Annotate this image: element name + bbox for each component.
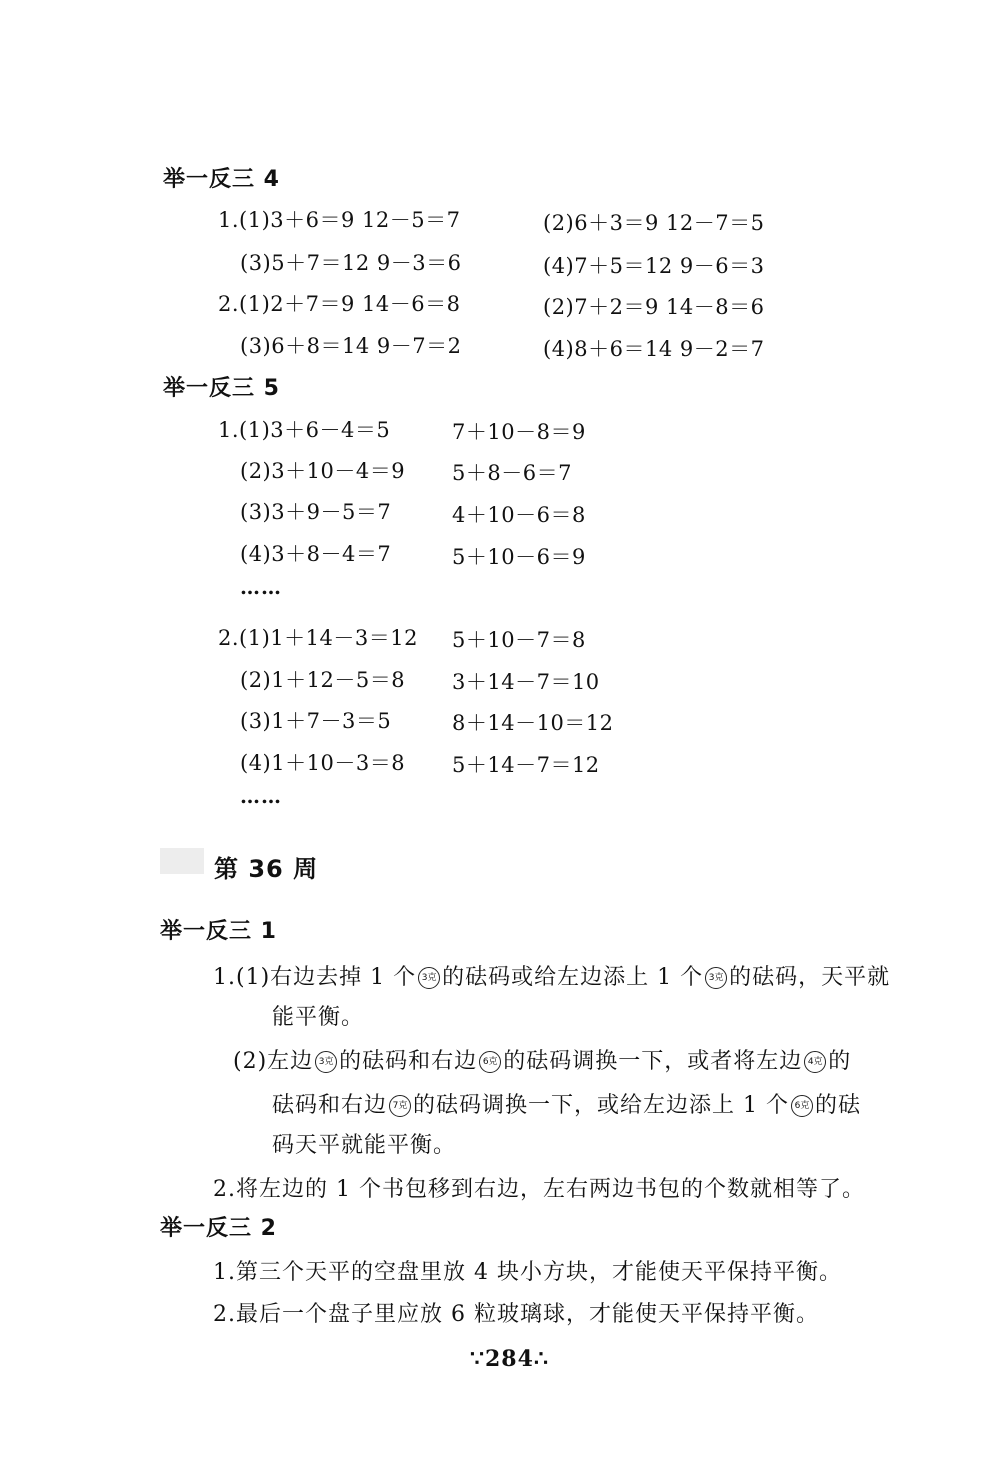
ju2-q1: 1.第三个天平的空盘里放 4 块小方块，才能使天平保持平衡。 — [213, 1260, 842, 1285]
ju1-q1-part1-line1 — [213, 960, 890, 991]
ju5-q2-ellipsis: …… — [240, 784, 282, 808]
ju1-text: 的砝 — [815, 1093, 862, 1118]
heading-ju4: 举一反三 4 — [163, 167, 280, 192]
weight-3g-icon: 3克 — [418, 967, 440, 989]
ju4-line-4-left: (3)6＋8＝14 9－7＝2 — [240, 334, 462, 358]
ju5-q1-line-3-right: 4＋10－6＝8 — [452, 503, 586, 527]
ju1-text: 的砝码调换一下，或给左边添上 1 个 — [413, 1093, 790, 1118]
weight-7g-icon: 7克 — [389, 1095, 411, 1117]
ju4-line-2-right: (4)7＋5＝12 9－6＝3 — [543, 254, 765, 278]
ju1-q1-part2-line2 — [272, 1088, 861, 1119]
ju4-line-1-right: (2)6＋3＝9 12－7＝5 — [543, 211, 765, 235]
ju5-q1-line-2-left: (2)3＋10－4＝9 — [240, 459, 406, 483]
ju5-q2-line-1-left: 2.(1)1＋14－3＝12 — [218, 626, 418, 650]
ju1-q2: 2.将左边的 1 个书包移到右边，左右两边书包的个数就相等了。 — [213, 1177, 865, 1202]
ju5-q1-ellipsis: …… — [240, 575, 282, 599]
ju1-text: 的 — [828, 1049, 852, 1074]
ju5-q2-line-3-right: 8＋14－10＝12 — [452, 711, 614, 735]
weight-4g-icon: 4克 — [804, 1051, 826, 1073]
ju1-text: 的砝码和右边 — [339, 1049, 478, 1074]
ju5-q2-line-4-right: 5＋14－7＝12 — [452, 753, 600, 777]
ju5-q1-line-3-left: (3)3＋9－5＝7 — [240, 500, 392, 524]
week-heading-mark — [160, 848, 204, 874]
ju1-text: 的砝码，天平就 — [729, 965, 891, 990]
ju1-text: 1.(1)右边去掉 1 个 — [213, 965, 417, 990]
ju4-line-2-left: (3)5＋7＝12 9－3＝6 — [240, 251, 462, 275]
ju4-line-4-right: (4)8＋6＝14 9－2＝7 — [543, 337, 765, 361]
ju5-q2-line-2-right: 3＋14－7＝10 — [452, 670, 600, 694]
weight-6g-icon: 6克 — [791, 1095, 813, 1117]
ju5-q1-line-2-right: 5＋8－6＝7 — [452, 461, 572, 485]
ju5-q2-line-1-right: 5＋10－7＝8 — [452, 628, 586, 652]
page-number-ornament: ∴ — [533, 1346, 549, 1372]
ju5-q2-line-4-left: (4)1＋10－3＝8 — [240, 751, 406, 775]
ju5-q2-line-2-left: (2)1＋12－5＝8 — [240, 668, 406, 692]
ju4-line-3-right: (2)7＋2＝9 14－8＝6 — [543, 295, 765, 319]
page-number-ornament: ∵ — [470, 1346, 485, 1372]
heading-ju5: 举一反三 5 — [163, 376, 280, 401]
ju5-q2-line-3-left: (3)1＋7－3＝5 — [240, 709, 392, 733]
ju2-q2: 2.最后一个盘子里应放 6 粒玻璃球，才能使天平保持平衡。 — [213, 1302, 819, 1327]
weight-3g-icon: 3克 — [705, 967, 727, 989]
ju1-text: 的砝码或给左边添上 1 个 — [442, 965, 704, 990]
ju1-text: 砝码和右边 — [272, 1093, 388, 1118]
heading-ju1: 举一反三 1 — [160, 919, 277, 944]
ju1-q1-part2-line1 — [233, 1044, 851, 1075]
heading-ju2: 举一反三 2 — [160, 1216, 277, 1241]
ju1-q1-part1-line2: 能平衡。 — [272, 1005, 365, 1030]
week-heading: 第 36 周 — [214, 855, 319, 883]
page-number-value: 284 — [485, 1346, 534, 1372]
ju5-q1-line-4-left: (4)3＋8－4＝7 — [240, 542, 392, 566]
ju4-line-3-left: 2.(1)2＋7＝9 14－6＝8 — [218, 292, 461, 316]
page-number — [470, 1346, 549, 1372]
ju4-line-1-left: 1.(1)3＋6＝9 12－5＝7 — [218, 208, 461, 232]
ju5-q1-line-1-left: 1.(1)3＋6－4＝5 — [218, 418, 391, 442]
weight-6g-icon: 6克 — [479, 1051, 501, 1073]
weight-3g-icon: 3克 — [315, 1051, 337, 1073]
ju1-q1-part2-line3: 码天平就能平衡。 — [272, 1133, 457, 1158]
ju1-text: 的砝码调换一下，或者将左边 — [503, 1049, 803, 1074]
ju5-q1-line-4-right: 5＋10－6＝9 — [452, 545, 586, 569]
ju1-text: (2)左边 — [233, 1049, 314, 1074]
ju5-q1-line-1-right: 7＋10－8＝9 — [452, 420, 586, 444]
